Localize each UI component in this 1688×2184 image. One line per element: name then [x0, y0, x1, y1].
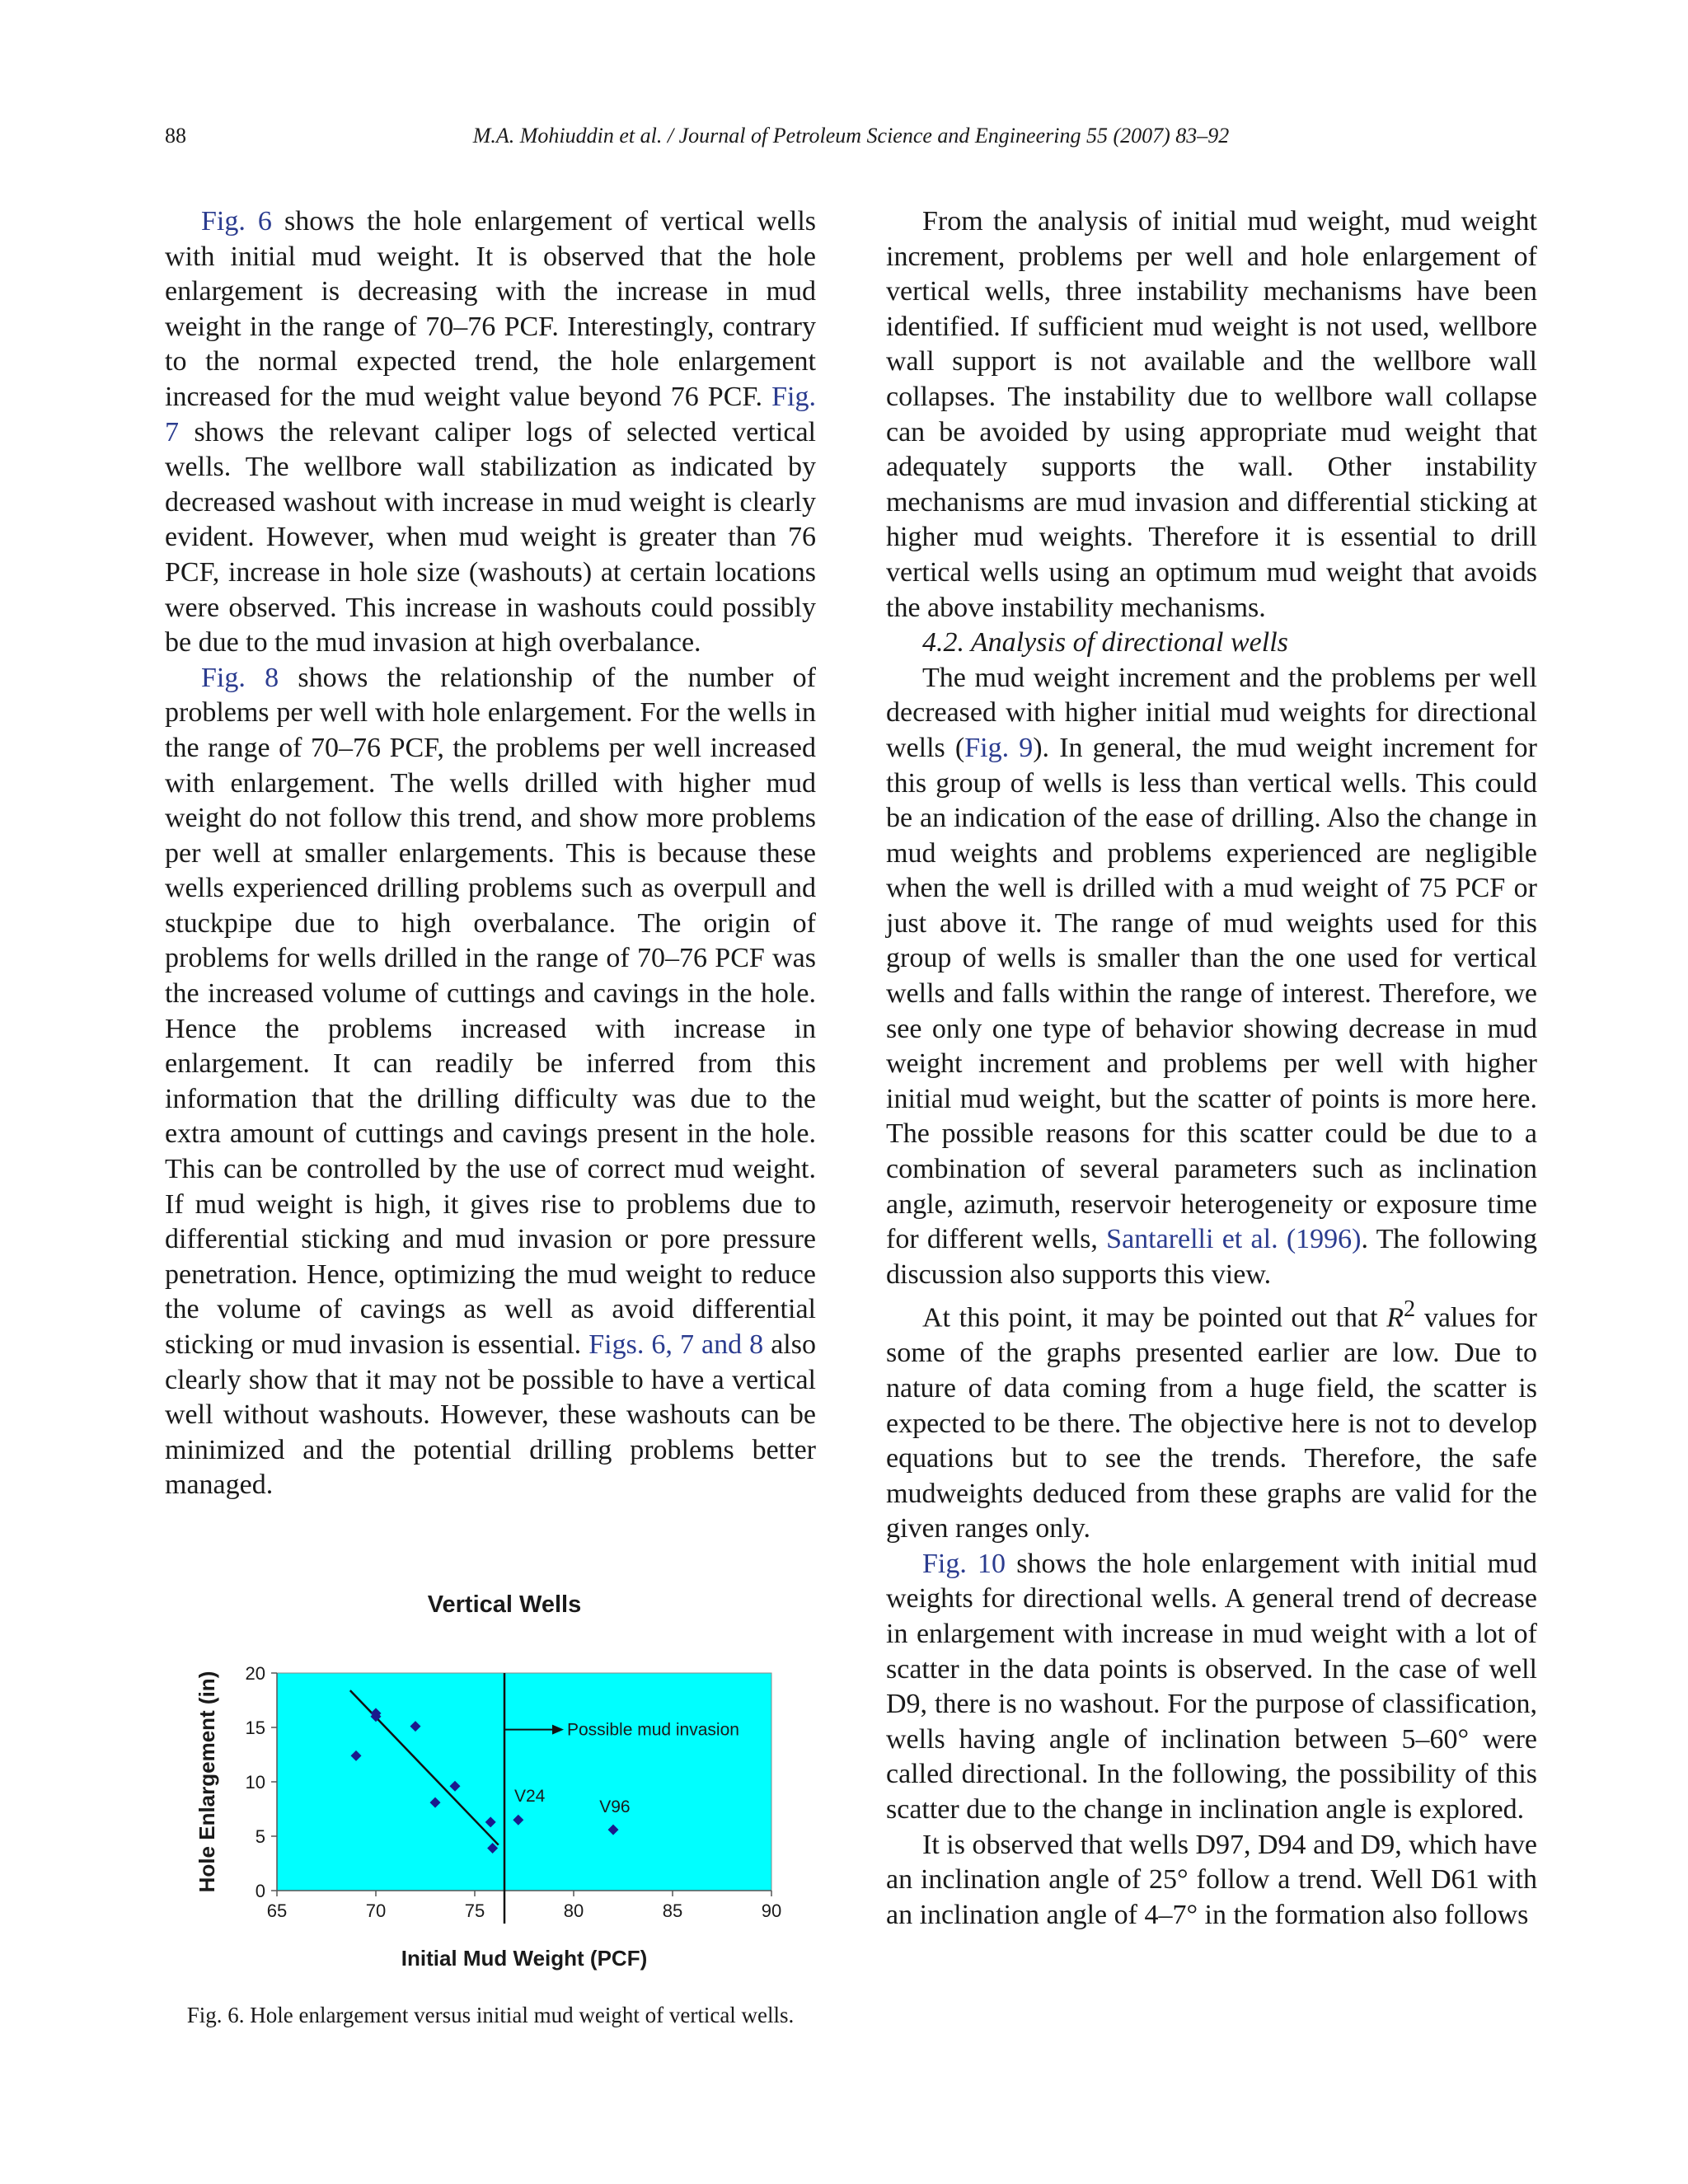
section-heading: 4.2. Analysis of directional wells: [922, 627, 1288, 658]
figure-link[interactable]: Fig. 9: [964, 732, 1034, 763]
text-run: shows the relationship of the number of problems per well with hole enlargement. For the wells in the range of 70–76 PCF, the problems per well increased with enlargement. The wells drilled with higher mud weight do not follow this trend, and show more problems per well at smaller enlargements. This is because these wells experienced drilling problems such as overpull and stuckpipe due to high overbalance. The origin of problems for wells drilled in the range of 70–76 PCF was the increased volume of cuttings and cavings in the hole. Hence the problems increased with increase in enlargement. It can readily be inferred from this information that the drilling difficulty was due to the extra amount of cuttings and cavings present in the hole. This can be controlled by the use of correct mud weight. If mud weight is high, it gives rise to problems due to differential sticking and mud invasion or pore pressure penetration. Hence, optimizing the mud weight to reduce the volume of cavings as well as avoid differential sticking or mud invasion is essential.: [165, 662, 816, 1360]
text-run: shows the hole enlargement of vertical wells with initial mud weight. It is observed that the hole enlargement is decreasing with the increase in mud weight in the range of 70–76 PCF. Interestingly, contrary to the normal expected trend, the hole enlargement increased for the mud weight value beyond 76 PCF.: [165, 206, 816, 412]
y-tick-label: 15: [245, 1718, 265, 1738]
y-tick-label: 5: [255, 1826, 265, 1847]
point-label: V96: [599, 1797, 631, 1816]
paragraph: [165, 661, 816, 1503]
citation-link[interactable]: Santarelli et al. (1996): [1106, 1224, 1362, 1255]
y-tick-label: 0: [255, 1881, 265, 1901]
text-run: At this point, it may be pointed out that: [922, 1302, 1387, 1333]
figure-link[interactable]: Fig. 8: [201, 662, 279, 693]
x-tick-label: 70: [365, 1900, 387, 1921]
annotation-label: Possible mud invasion: [567, 1720, 739, 1740]
figure-link[interactable]: Figs. 6, 7 and 8: [588, 1329, 764, 1360]
point-label: V24: [514, 1786, 546, 1806]
superscript: 2: [1404, 1296, 1416, 1323]
paragraph: From the analysis of initial mud weight, mud weight increment, problems per well and hole enlargement of vertical wells, three instability mechanisms have been identified. If sufficient mud weight is not used, wellbore wall support is not available and the wellbore wall collapses. The instability due to wellbore wall collapse can be avoided by using appropriate mud weight that adequately supports the wall. Other instability mechanisms are mud invasion and differential sticking at higher mud weights. Therefore it is essential to drill vertical wells using an optimum mud weight that avoids the above instability mechanisms.: [886, 206, 1537, 623]
chart-title: Vertical Wells: [427, 1591, 582, 1618]
text-run: The mud weight increment and the problems per well decreased with higher initial mud weights for directional wells (: [886, 662, 1537, 763]
figure-link[interactable]: Fig. 6: [201, 206, 272, 237]
r-symbol: R: [1386, 1302, 1404, 1333]
paragraph: It is observed that wells D97, D94 and D9, which have an inclination angle of 25° follow a trend. Well D61 with an inclination angle of 4–7° in the formation also follows: [886, 1829, 1537, 1930]
x-tick-label: 65: [266, 1900, 288, 1921]
plot-area: [277, 1673, 771, 1891]
x-tick-label: 90: [761, 1900, 782, 1921]
paragraph: [886, 661, 1537, 1293]
figure-6: [190, 1582, 808, 1978]
y-axis-label: Hole Enlargement (in): [195, 1671, 219, 1893]
page-header: [165, 124, 1537, 157]
paragraph: [886, 1547, 1537, 1828]
figure-link[interactable]: Fig. 10: [922, 1548, 1006, 1579]
text-run: shows the relevant caliper logs of selected vertical wells. The wellbore wall stabilization as indicated by decreased washout with increase in mud weight is clearly evident. However, when mud weight is greater than 76 PCF, increase in hole size (washouts) at certain locations were observed. This increase in washouts could possibly be due to the mud invasion at high overbalance.: [165, 416, 816, 658]
text-run: also clearly show that it may not be possible to have a vertical well without washouts. However, these washouts can be minimized and the potential drilling problems better managed.: [165, 1329, 816, 1501]
y-tick-label: 20: [245, 1663, 265, 1684]
paragraph: [886, 1292, 1537, 1546]
text-run: ). In general, the mud weight increment for this group of wells is less than vertical wells. This could be an indication of the ease of drilling. Also the change in mud weights and problems experienced are negligible when the well is drilled with a mud weight of 75 PCF or just above it. The range of mud weights used for this group of wells is smaller than the one used for vertical wells and falls within the range of interest. Therefore, we see only one type of behavior showing decrease in mud weight increment and problems per well with higher initial mud weight, but the scatter of points is more here. The possible reasons for this scatter could be due to a combination of several parameters such as inclination angle, azimuth, reservoir heterogeneity or exposure time for different wells,: [886, 732, 1537, 1255]
paragraph: [165, 204, 816, 661]
text-run: values for some of the graphs presented earlier are low. Due to nature of data coming from a huge field, the scatter is expected to be there. The objective here is not to develop equations but to see the trends. Therefore, the safe mudweights deduced from these graphs are valid for the given ranges only.: [886, 1302, 1537, 1544]
text-run: . The following discussion also supports this view.: [886, 1224, 1537, 1290]
left-column: [165, 204, 816, 1503]
page-number: 88: [165, 124, 186, 148]
y-tick-label: 10: [245, 1772, 265, 1793]
x-axis-label: Initial Mud Weight (PCF): [401, 1946, 648, 1971]
text-run: shows the hole enlargement with initial mud weights for directional wells. A general trend of decrease in enlargement with increase in mud weight with a lot of scatter in the data points is observed. In the case of well D9, there is no washout. For the purpose of classification, wells having angle of inclination between 5–60° were called directional. In the following, the possibility of this scatter due to the change in inclination angle is explored.: [886, 1548, 1538, 1825]
figure-caption: Fig. 6. Hole enlargement versus initial mud weight of vertical wells.: [186, 2003, 795, 2027]
right-column: [886, 204, 1537, 1933]
x-tick-label: 80: [563, 1900, 584, 1921]
x-tick-label: 85: [662, 1900, 683, 1921]
journal-citation: M.A. Mohiuddin et al. / Journal of Petroleum Science and Engineering 55 (2007) 83–92: [472, 124, 1230, 148]
figure-link[interactable]: Fig. 7: [165, 381, 816, 448]
x-tick-label: 75: [464, 1900, 485, 1921]
scatter-chart: [190, 1582, 808, 1978]
